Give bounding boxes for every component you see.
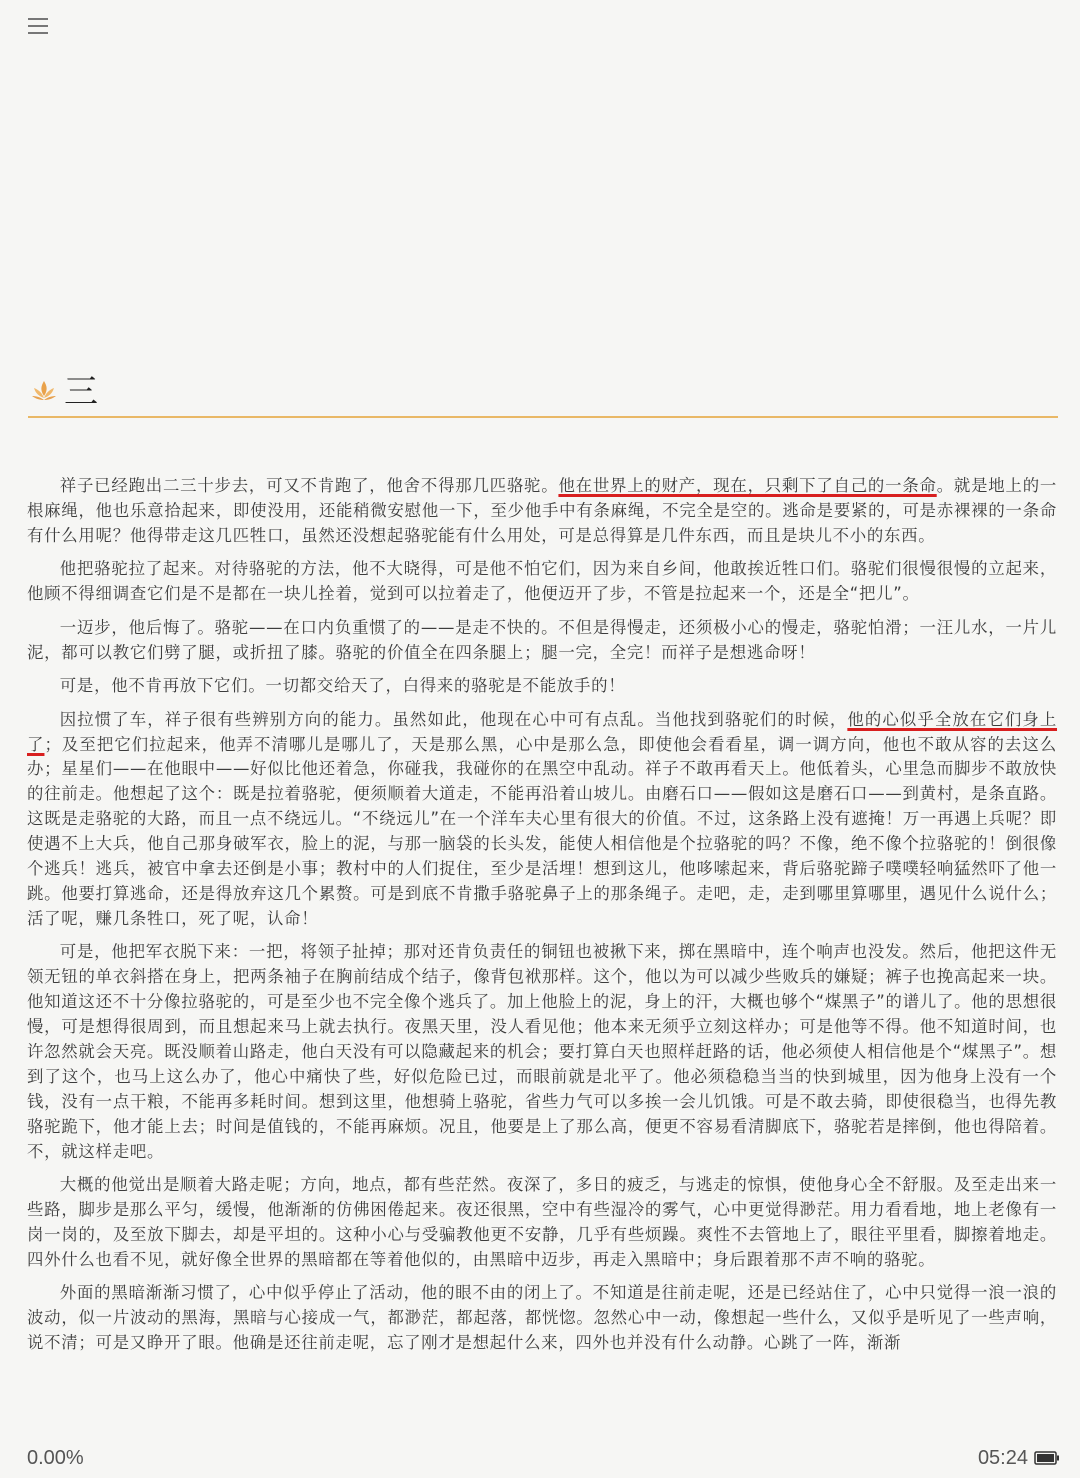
- clock-time: 05:24: [977, 1447, 1028, 1469]
- paragraph: 可是，他把军衣脱下来：一把，将领子扯掉；那对还肯负责任的铜钮也被揪下来，掷在黑暗中，连个响声也没发。然后，他把这件无领无钮的单衣斜搭在身上，把两条袖子在胸前结成个结子，像背包袱那样。这个，他以为可以减少些败兵的嫌疑；裤子也挽高起来一块。他知道这还不十分像拉骆驼的，可是至少也不完全像个逃兵了。加上他脸上的泥，身上的汗，大概也够个“煤黑子”的谱儿了。他的思想很慢，可是想得很周到，而且想起来马上就去执行。夜黑天里，没人看见他；他本来无须乎立刻这样办；可是他等不得。他不知道时间，也许忽然就会天亮。既没顺着山路走，他白天没有可以隐藏起来的机会；要打算白天也照样赶路的话，他必须使人相信他是个“煤黑子”。想到了这个，也马上这么办了，他心中痛快了些，好似危险已过，而眼前就是北平了。他必须稳稳当当的快到城里，因为他身上没有一个钱，没有一点干粮，不能再多耗时间。想到这里，他想骑上骆驼，省些力气可以多挨一会儿饥饿。可是不敢去骑，即使很稳当，也得先教骆驼跪下，他才能上去；时间是值钱的，不能再麻烦。况且，他要是上了那么高，便更不容易看清脚底下，骆驼若是摔倒，他也得陪着。不，就这样走吧。: [27, 942, 1057, 1161]
- paragraph: 一迈步，他后悔了。骆驼——在口内负重惯了的——是走不快的。不但是得慢走，还须极小心的慢走，骆驼怕滑；一汪儿水，一片儿泥，都可以教它们劈了腿，或折扭了膝。骆驼的价值全在四条腿上；腿一完，全完！而祥子是想逃命呀！: [27, 617, 1057, 662]
- red-underline-annotation: 他的心似乎全放在它们身上了: [27, 709, 1058, 754]
- chapter-title: 三: [64, 372, 98, 412]
- paragraph: 大概的他觉出是顺着大路走呢；方向，地点，都有些茫然。夜深了，多日的疲乏，与逃走的惊惧，使他身心全不舒服。及至走出来一些路，脚步是那么平匀，缓慢，他渐渐的仿佛困倦起来。夜还很黑，空中有些湿冷的雾气，心中更觉得渺茫。用力看看地，地上老像有一岗一岗的，及至放下脚去，却是平坦的。这种小心与受骗教他更不安静，几乎有些烦躁。爽性不去管地上了，眼往平里看，脚擦着地走。四外什么也看不见，就好像全世界的黑暗都在等着他似的，由黑暗中迈步，再走入黑暗中；身后跟着那不声不响的骆驼。: [27, 1175, 1057, 1269]
- chapter-header: [28, 370, 1058, 416]
- reading-progress: 0.00%: [27, 1447, 84, 1469]
- chapter-content: [27, 474, 1057, 1356]
- paragraph: 可是，他不肯再放下它们。一切都交给天了，白得来的骆驼是不能放手的！: [59, 676, 626, 696]
- menu-icon[interactable]: [28, 16, 48, 36]
- paragraph: 他把骆驼拉了起来。对待骆驼的方法，他不大晓得，可是他不怕它们，因为来自乡间，他敢挨近牲口们。骆驼们很慢很慢的立起来，他顾不得细调查它们是不是都在一块儿拴着，觉到可以拉着走了，他便迈开了步，不管是拉起来一个，还是全“把儿”。: [27, 559, 1057, 604]
- paragraph: 祥子已经跑出二三十步去，可又不肯跑了，他舍不得那几匹骆驼。他在世界上的财产，现在，只剩下了自己的一条命。就是地上的一根麻绳，他也乐意拾起来，即使没用，还能稍微安慰他一下，至少他手中有条麻绳，不完全是空的。逃命是要紧的，可是赤裸裸的一条命有什么用呢？他得带走这几匹牲口，虽然还没想起骆驼能有什么用处，可是总得算是几件东西，而且是块儿不小的东西。: [27, 476, 1058, 545]
- reading-status-bar: [0, 1440, 1080, 1478]
- red-underline-annotation: 他在世界上的财产，现在，只剩下了自己的一条命: [558, 476, 937, 495]
- paragraph: 因拉惯了车，祥子很有些辨别方向的能力。虽然如此，他现在心中可有点乱。当他找到骆驼们的时候，他的心似乎全放在它们身上了；及至把它们拉起来，他弄不清哪儿是哪儿了，天是那么黑，心中是那么急，即使他会看看星，调一调方向，他也不敢从容的去这么办；星星们——在他眼中——好似比他还着急，你碰我，我碰你的在黑空中乱动。祥子不敢再看天上。他低着头，心里急而脚步不敢放快的往前走。他想起了这个：既是拉着骆驼，便须顺着大道走，不能再沿着山坡儿。由磨石口——假如这是磨石口——到黄村，是条直路。这既是走骆驼的大路，而且一点不绕远儿。“不绕远儿”在一个洋车夫心里有很大的价值。不过，这条路上没有遮掩！万一再遇上兵呢？即使遇不上大兵，他自己那身破军衣，脸上的泥，与那一脑袋的长头发，能使人相信他是个拉骆驼的吗？不像，绝不像个拉骆驼的！倒很像个逃兵！逃兵，被官中拿去还倒是小事；教村中的人们捉住，至少是活埋！想到这儿，他哆嗦起来，背后骆驼蹄子噗噗轻响猛然吓了他一跳。他要打算逃命，还是得放弃这几个累赘。可是到底不肯撒手骆驼鼻子上的那条绳子。走吧，走，走到哪里算哪里，遇见什么说什么；活了呢，赚几条牲口，死了呢，认命！: [27, 709, 1058, 928]
- chapter-divider: [28, 416, 1058, 418]
- paragraph: 外面的黑暗渐渐习惯了，心中似乎停止了活动，他的眼不由的闭上了。不知道是往前走呢，还是已经站住了，心中只觉得一浪一浪的波动，似一片波动的黑海，黑暗与心接成一气，都渺茫，都起落，都恍惚。忽然心中一动，像想起一些什么，又似乎是听见了一些声响，说不清；可是又睁开了眼。他确是还往前走呢，忘了刚才是想起什么来，四外也并没有什么动静。心跳了一阵，渐渐: [27, 1283, 1057, 1353]
- leaf-icon: [30, 378, 58, 406]
- battery-icon: [1034, 1451, 1060, 1465]
